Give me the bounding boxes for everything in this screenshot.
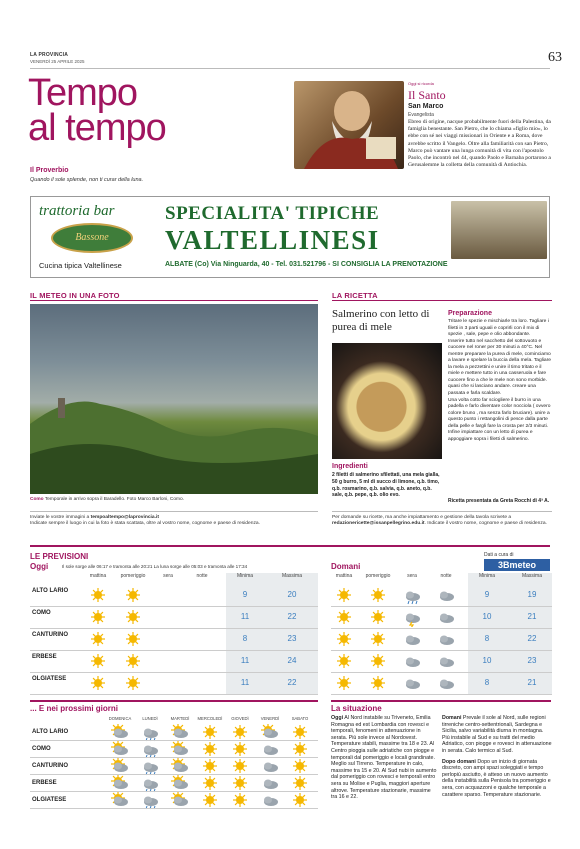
ingredients-heading: Ingredienti: [332, 463, 368, 470]
max-temp: 23: [287, 634, 297, 643]
ad-address: ALBATE (Co) Via Ninguarda, 40 - Tel. 031.521796 - SI CONSIGLIA LA PRENOTAZIONE: [165, 261, 448, 268]
storm-icon: [402, 609, 422, 632]
ad-logo: Bassone: [51, 223, 133, 253]
newspaper-name: LA PROVINCIA: [30, 52, 69, 58]
max-temp: 22: [527, 634, 537, 643]
city-name: ALTO LARIO: [32, 729, 69, 735]
header-divider: [30, 68, 550, 69]
divider: [30, 511, 318, 512]
min-temp: 10: [482, 656, 492, 665]
santo-heading: Il Santo: [408, 88, 446, 102]
column-header: sera: [407, 573, 417, 579]
sun-icon: [88, 675, 108, 698]
rain-icon: [140, 792, 160, 815]
moon-icon: [192, 675, 212, 698]
min-temp: 9: [484, 590, 490, 599]
sun-icon: [123, 587, 143, 610]
page-title: Tempo al tempo: [28, 72, 166, 149]
recipe-email-link[interactable]: redazionericette@issanpellegrino.edu.it: [332, 521, 425, 527]
city-name: ERBESE: [32, 780, 57, 786]
sun-icon: [334, 675, 354, 698]
ad-brand: trattoria bar: [39, 203, 115, 219]
santo-article: Ebreo di origine, nacque probabilmente fuori della Palestina, da famiglia benestante. San Pietro, che lo chiama «figlio mio», lo ebbe con sé nei viaggi missionari in Oriente e a Roma, dove avrebbe scritto il Vangelo. Oltre alla familiarità con san Pietro, Marco può vantare una lunga comunità di vita con l'apostolo Paolo, che incontrò nel 44, quando Paolo e Barnaba portarono a Gerusalemme la colletta della comunità di Antiochia.: [408, 119, 551, 169]
day-header: GIOVEDÌ: [231, 716, 249, 721]
saint-name: San Marco: [408, 103, 444, 110]
max-temp: 22: [287, 612, 297, 621]
city-name: CANTURINO: [32, 632, 68, 638]
santo-kicker: Oggi si ricorda: [408, 81, 434, 86]
sun-icon: [334, 609, 354, 632]
photo-caption: Como Temporale in arrivo sopra il Baradello. Foto Marco Barloni, Como.: [30, 497, 185, 502]
sun-icon: [368, 675, 388, 698]
column-header: Minima: [478, 573, 496, 579]
sun-icon: [334, 653, 354, 676]
min-temp: 8: [484, 634, 490, 643]
recipe-title: Salmerino con letto di purea di mele: [332, 308, 430, 333]
cloud-sun-icon: [110, 792, 130, 815]
sun-icon: [334, 587, 354, 610]
moon-icon: [158, 609, 178, 632]
ingredients-text: 2 filetti di salmerino sfilettati, una mela gialla, 50 g burro, 5 ml di succo di limone, q.b. timo, q.b. rosmarino, q.b. salvia, q.b. aneto, q.b. sale, q.b. pepe, q.b. olio evo.: [332, 472, 440, 499]
sun-icon: [123, 675, 143, 698]
min-temp: 8: [242, 634, 248, 643]
max-temp: 20: [287, 590, 297, 599]
column-header: notte: [440, 573, 452, 579]
day-header: DOMENICA: [108, 716, 132, 721]
moon-icon: [158, 587, 178, 610]
cloud-moon-icon: [436, 631, 456, 654]
proverbio-text: Quando il sole splende, non ti curar della luna.: [30, 177, 144, 183]
column-header: Massima: [521, 573, 542, 579]
proverbio-heading: Il Proverbio: [30, 167, 69, 174]
cloud-moon-icon: [436, 675, 456, 698]
cloud-moon-icon: [436, 609, 456, 632]
sun-icon: [88, 653, 108, 676]
situation-heading: La situazione: [331, 704, 382, 713]
ad-headline-2: VALTELLINESI: [165, 225, 380, 255]
min-temp: 8: [484, 678, 490, 687]
city-name: OLGIATESE: [32, 797, 67, 803]
previsioni-rule: [30, 545, 550, 547]
situation-oggi: Oggi Al Nord instabile su Triveneto, Emilia Romagna ed est Lombardia con rovesci e temporali, fenomeni in attenuazione in serata. Più sole invece al Nordovest. Temperature stabili, massime tra 18 e 23. Al Centro pioggia sulle adriatiche con piogge e temporali dal pomeriggio e locali grandinate. Meglio sul Tirreno. Temperature in calo, massime tra 15 e 20. Al Sud nubi in aumento dal pomeriggio con rovesci e temporali entro sera su Molise e Puglia, maggiori aperture altrove. Temperature stazionarie, massime tra 16 e 22.: [331, 715, 437, 801]
data-credit: Dati a cura di: [484, 552, 514, 558]
sun-icon: [88, 609, 108, 632]
max-temp: 24: [287, 656, 297, 665]
column-header: mattina: [335, 573, 353, 579]
cloud-moon-icon: [436, 653, 456, 676]
meteo-foto-heading: IL METEO IN UNA FOTO: [30, 291, 120, 300]
city-name: ERBESE: [32, 654, 57, 660]
max-temp: 21: [527, 612, 537, 621]
divider: [332, 511, 552, 512]
city-name: COMO: [32, 610, 51, 616]
city-name: COMO: [32, 746, 51, 752]
min-temp: 11: [240, 656, 250, 665]
moon-icon: [192, 609, 212, 632]
previsioni-heading: LE PREVISIONI: [30, 552, 89, 561]
day-header: SABATO: [291, 716, 309, 721]
ad-headline-1: SPECIALITA' TIPICHE: [165, 203, 380, 224]
sun-icon: [368, 653, 388, 676]
min-temp: 11: [240, 612, 250, 621]
cloud-icon: [260, 792, 280, 815]
recipe-photo: [332, 343, 442, 459]
sun-icon: [230, 792, 250, 815]
day-header: MARTEDÌ: [170, 716, 190, 721]
column-header: Massima: [281, 573, 302, 579]
max-temp: 23: [527, 656, 537, 665]
sun-icon: [368, 609, 388, 632]
oggi-label: Oggi: [30, 562, 49, 571]
recipe-credit: Ricetta presentata da Greta Rocchi di 4ª A.: [448, 498, 550, 504]
city-name: CANTURINO: [32, 763, 68, 769]
moon-icon: [158, 653, 178, 676]
max-temp: 19: [527, 590, 537, 599]
photo-invite: Inviate le vostre immagini a tempoaltempo@laprovincia.it Indicate sempre il luogo in cui la foto è stata scattata, oltre al vostro nome, cognome e paese di residenza.: [30, 515, 260, 527]
city-name: OLGIATESE: [32, 676, 67, 682]
saint-painting: [294, 81, 404, 169]
column-header: notte: [196, 573, 208, 579]
recipe-note: Per domande su ricette, ma anche impiattamento e gestione della tavola scrivete a redazionericette@issanpellegrino.edu.it. Indicate il vostro nome, cognome e paese di residenza.: [332, 515, 547, 527]
day-header: VENERDÌ: [260, 716, 280, 721]
min-temp: 10: [482, 612, 492, 621]
restaurant-ad[interactable]: [30, 196, 550, 278]
sun-icon: [334, 631, 354, 654]
rain-icon: [402, 587, 422, 610]
column-header: Minima: [236, 573, 254, 579]
situation-rule: [331, 700, 551, 702]
sun-icon: [368, 587, 388, 610]
sun-icon: [123, 609, 143, 632]
moon-icon: [158, 631, 178, 654]
moon-icon: [192, 653, 212, 676]
invite-email-link[interactable]: tempoaltempo@laprovincia.it: [90, 515, 159, 520]
sun-icon: [123, 653, 143, 676]
week-heading: ... E nei prossimi giorni: [30, 704, 119, 713]
sun-icon: [88, 587, 108, 610]
max-temp: 21: [527, 678, 537, 687]
min-temp: 11: [240, 678, 250, 687]
sun-icon: [123, 631, 143, 654]
column-header: sera: [163, 573, 173, 579]
sun-icon: [290, 792, 310, 815]
cloud-moon-icon: [402, 631, 422, 654]
column-header: mattina: [89, 573, 107, 579]
sun-moon-times: Il sole sorge alle 06:17 e tramonta alle 20:21 La luna sorge alle 05:03 e tramonta alle 17:34: [62, 564, 248, 569]
ad-photo: [451, 201, 547, 259]
issue-date: VENERDÌ 25 APRILE 2025: [30, 59, 85, 64]
meteo-logo: 3Bmeteo: [484, 559, 550, 571]
max-temp: 22: [287, 678, 297, 687]
column-header: pomeriggio: [120, 573, 146, 579]
saint-role: Evangelista: [408, 112, 434, 118]
moon-icon: [158, 675, 178, 698]
sun-icon: [368, 631, 388, 654]
cloud-sun-icon: [170, 792, 190, 815]
situation-domani: Domani Prevale il sole al Nord, sulle regioni tirreniche centro-settentrionali, Sardegna e Sicilia, salvo variabilità diurna in montagna. Più instabile al Sud e su tratti del medio Adriatico, con piogge e rovesci in attenuazione in serata. Calo termico al Sud. Dopo domani Dopo un inizio di giornata discreto, con ampi spazi soleggiati e tempo perlopiù asciutto, è atteso un nuovo aumento della instabilità sulla Penisola tra pomeriggio e sera, con acquazzoni e qualche temporale a carattere sparso. Temperature stazionarie.: [442, 715, 552, 798]
moon-icon: [192, 631, 212, 654]
week-rule: [30, 700, 318, 702]
min-temp: 9: [242, 590, 248, 599]
ad-cucina: Cucina tipica Valtellinese: [39, 261, 122, 270]
page-number: 63: [548, 50, 562, 65]
preparation-heading: Preparazione: [448, 310, 492, 317]
sun-icon: [88, 631, 108, 654]
storm-photo: [30, 304, 318, 494]
section-rule: [332, 300, 552, 301]
cloud-moon-icon: [402, 653, 422, 676]
row-divider: [30, 808, 318, 809]
domani-label: Domani: [331, 562, 361, 571]
day-header: LUNEDÌ: [142, 716, 158, 721]
column-header: pomeriggio: [365, 573, 391, 579]
city-name: ALTO LARIO: [32, 588, 69, 594]
ricetta-heading: LA RICETTA: [332, 291, 378, 300]
section-rule: [30, 300, 318, 301]
cloud-moon-icon: [402, 675, 422, 698]
cloud-moon-icon: [436, 587, 456, 610]
sun-icon: [200, 792, 220, 815]
moon-icon: [192, 587, 212, 610]
day-header: MERCOLEDÌ: [197, 716, 223, 721]
preparation-text: Tritare le spezie e mischiarle tra loro. Tagliare i filetti in 3 parti uguali e coprirli con il mix di spezie , sale, pepe e olio abbondante. Inserire tutto nel sacchetto del sottovuoto e cuocere nel roner per 30 minuti a 40°C. Nel mentre preparare la purea di mele, cominciamo a lavare e spelare la buccia della mela. Tagliare la mela a pezzettini e unire il timo tritato e il miele e mettere tutto in una casseruola e fare cuocere fino a che le mele non sono morbide. quasi che si lasciano andare. creare una passata e farla scaldare. Una volta cotto far sciogliere il burro in una padella e farlo diventare color nocciola ( ovvero colore bruno , ma senza farlo bruciare). unire a questo punto i rettangolini di pesce dalla parte della pelle e fargli fare la crosta per 2/3 minuti. Infine impiattare con un letto di purea e appoggiare sopra i filetti di salmerino.: [448, 319, 551, 442]
